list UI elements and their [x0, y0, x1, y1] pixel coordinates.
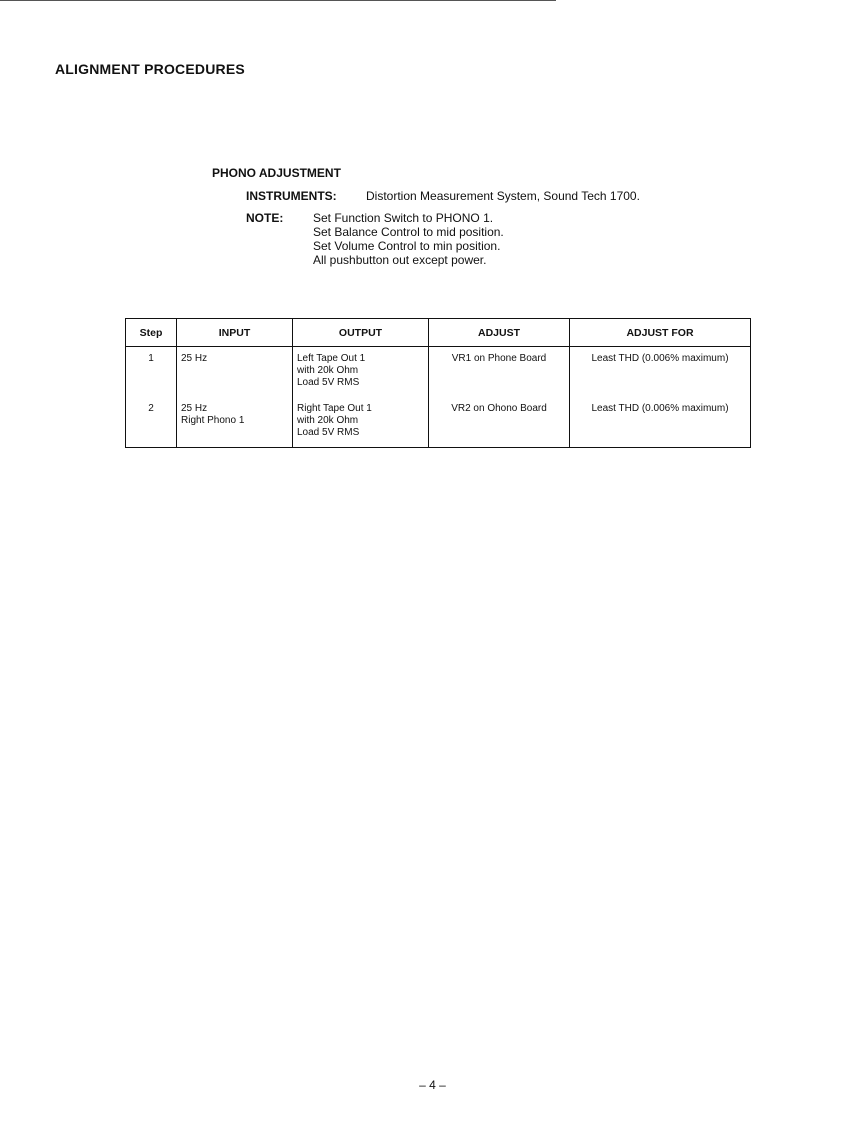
instruments-value: Distortion Measurement System, Sound Tech 1700.	[366, 189, 640, 203]
note-list	[313, 211, 504, 267]
header-step: Step	[126, 319, 177, 347]
output-line: with 20k Ohm	[297, 415, 359, 426]
output-cell	[293, 397, 429, 448]
note-label: NOTE:	[246, 211, 284, 225]
header-output: OUTPUT	[293, 319, 429, 347]
input-line: 25 Hz	[181, 353, 208, 364]
table-header-row	[126, 319, 751, 347]
note-line: Set Balance Control to mid position.	[313, 225, 504, 239]
step-cell: 1	[126, 347, 177, 398]
note-line: All pushbutton out except power.	[313, 253, 487, 267]
input-line: Right Phono 1	[181, 415, 245, 426]
header-adjust-for: ADJUST FOR	[570, 319, 751, 347]
page-number: – 4 –	[419, 1078, 446, 1092]
output-line: Right Tape Out 1	[297, 403, 372, 414]
top-rule	[0, 0, 556, 1]
adjust-cell: VR1 on Phone Board	[429, 347, 570, 398]
alignment-table	[125, 318, 751, 448]
output-line: Load 5V RMS	[297, 427, 360, 438]
input-cell	[177, 397, 293, 448]
header-input: INPUT	[177, 319, 293, 347]
header-adjust: ADJUST	[429, 319, 570, 347]
step-cell: 2	[126, 397, 177, 448]
note-line: Set Function Switch to PHONO 1.	[313, 211, 494, 225]
page-title: ALIGNMENT PROCEDURES	[55, 61, 245, 77]
section-title: PHONO ADJUSTMENT	[212, 166, 341, 180]
table-row	[126, 397, 751, 448]
output-line: Left Tape Out 1	[297, 353, 366, 364]
note-line: Set Volume Control to min position.	[313, 239, 501, 253]
output-line: with 20k Ohm	[297, 365, 359, 376]
output-cell	[293, 347, 429, 398]
instruments-label: INSTRUMENTS:	[246, 189, 337, 203]
adjust-for-cell: Least THD (0.006% maximum)	[570, 397, 751, 448]
input-line: 25 Hz	[181, 403, 208, 414]
adjust-cell: VR2 on Ohono Board	[429, 397, 570, 448]
output-line: Load 5V RMS	[297, 377, 360, 388]
input-cell	[177, 347, 293, 398]
table-row	[126, 347, 751, 398]
adjust-for-cell: Least THD (0.006% maximum)	[570, 347, 751, 398]
